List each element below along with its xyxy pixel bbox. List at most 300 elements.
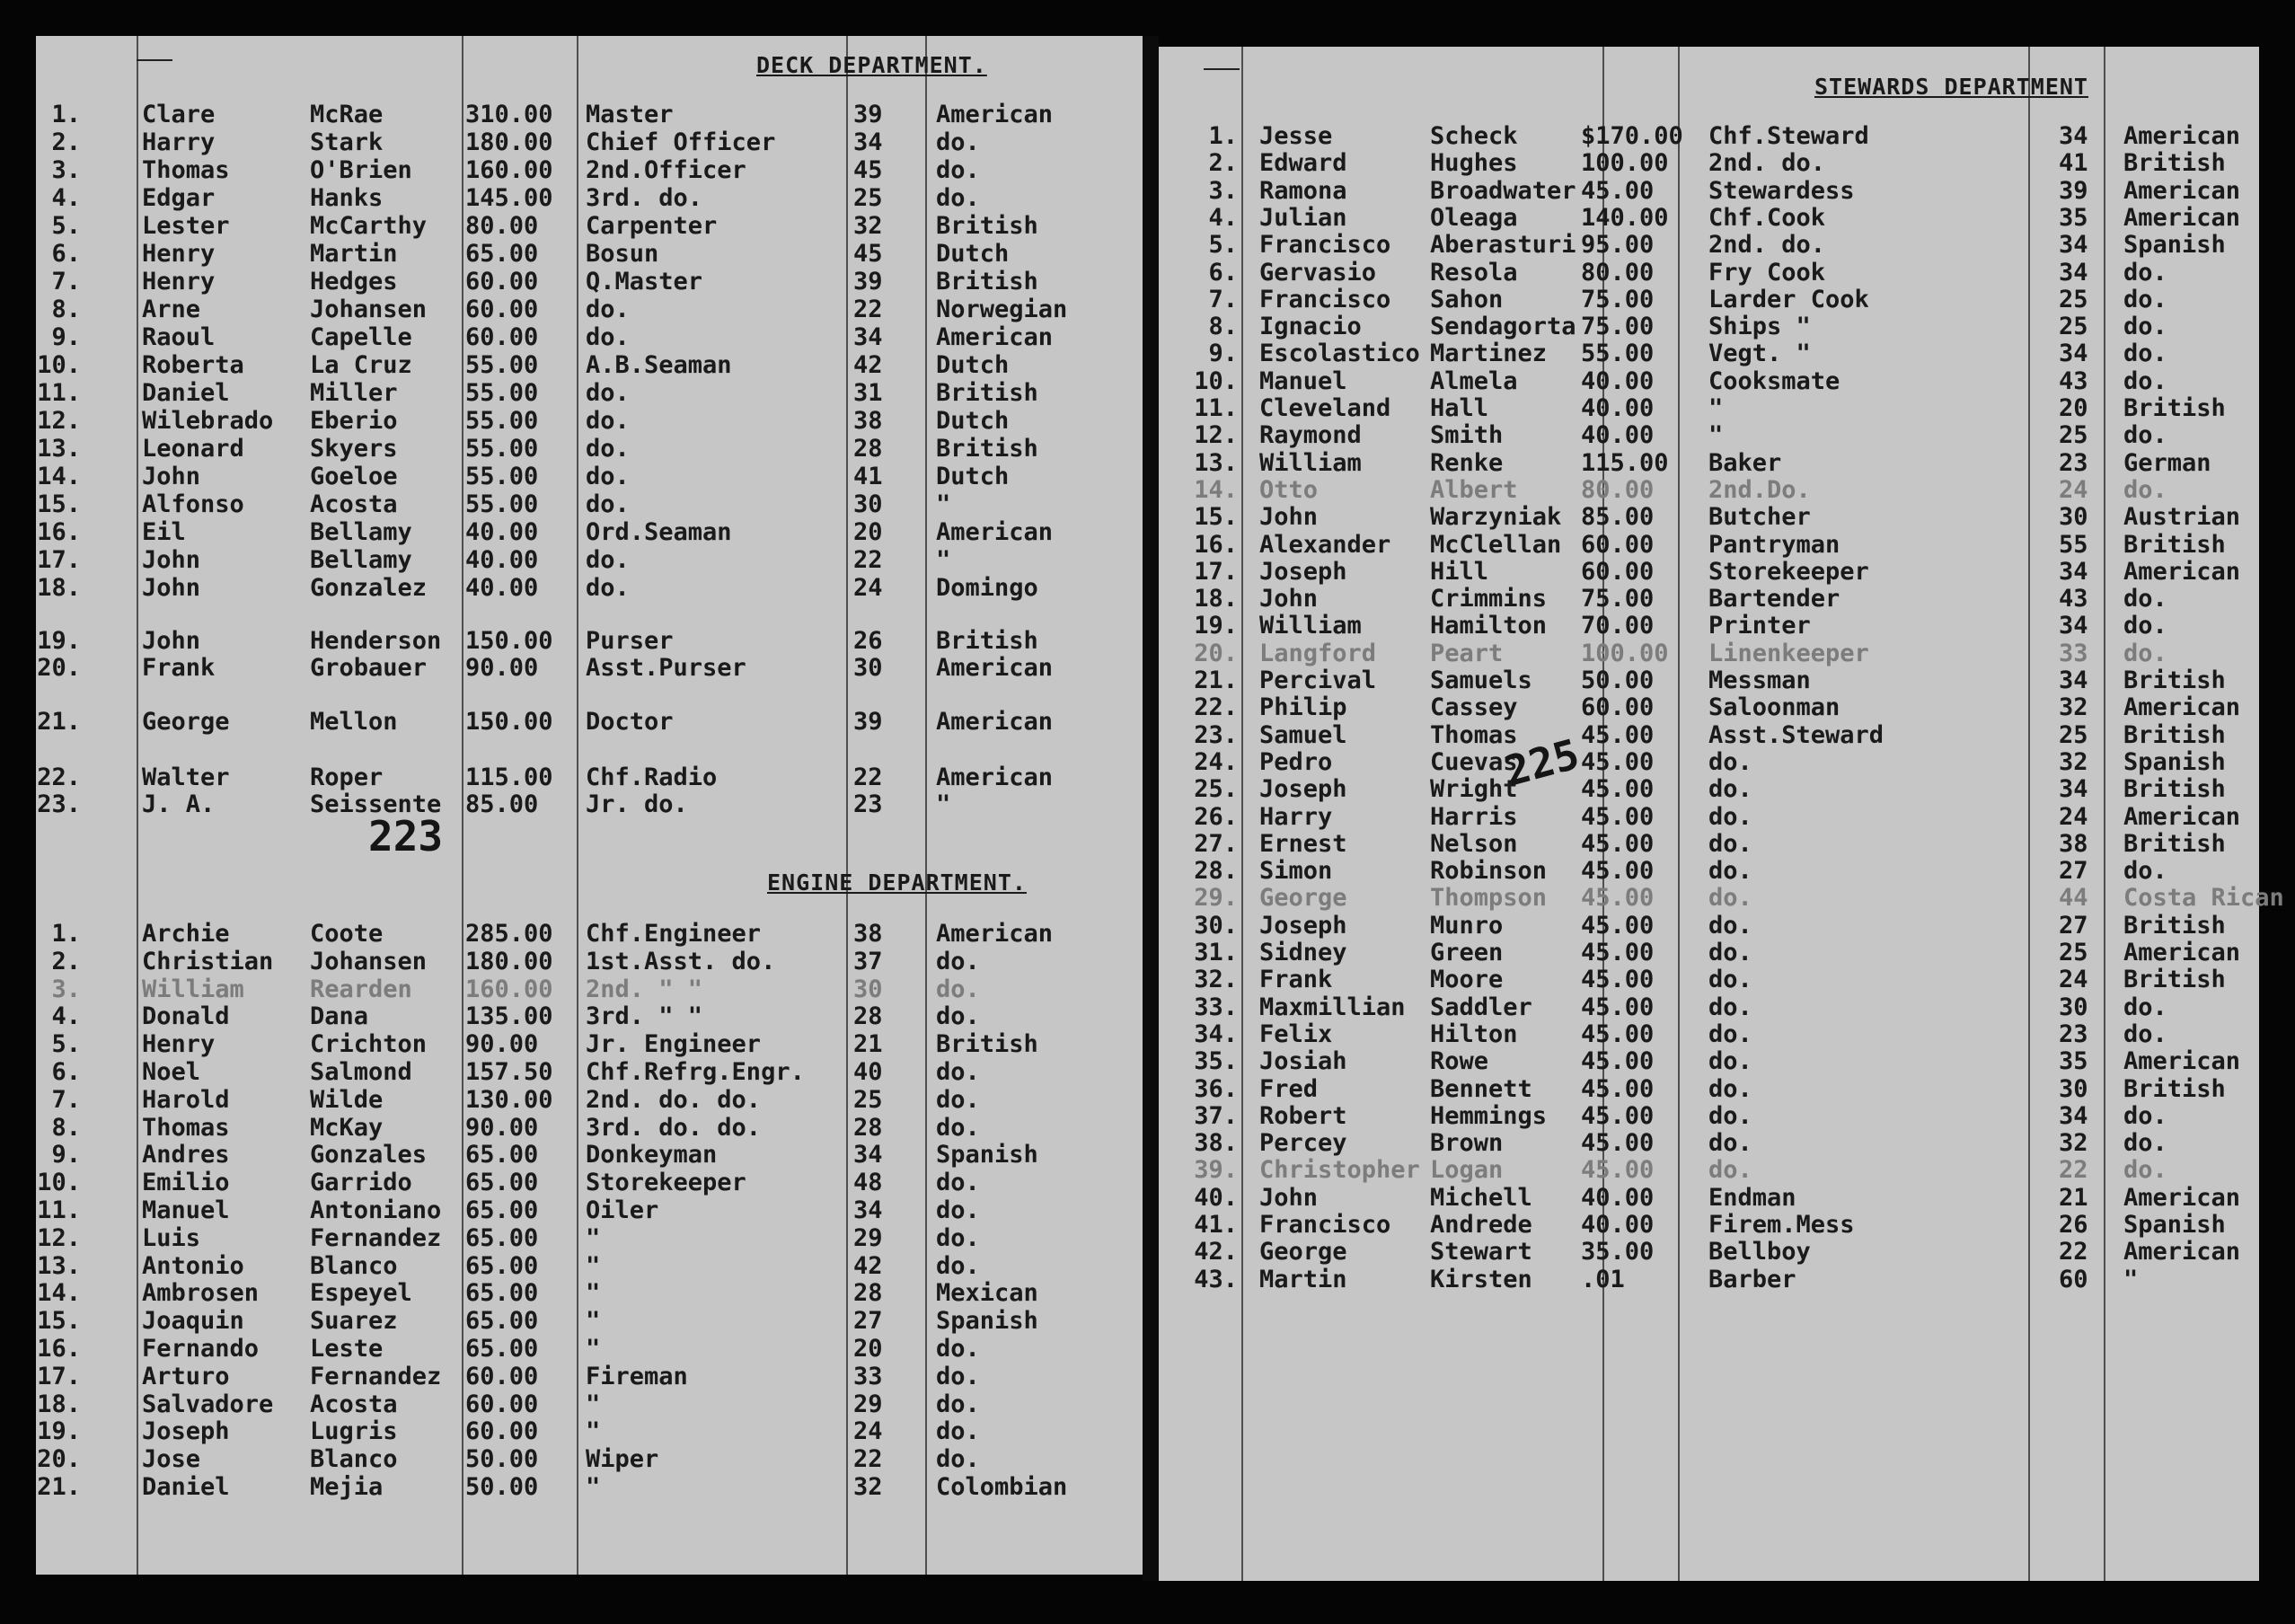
table-row xyxy=(36,101,1143,128)
table-row xyxy=(36,763,1143,790)
cell-rating: Carpenter xyxy=(586,212,718,240)
cell-nat: do. xyxy=(936,184,980,212)
cell-nat: American xyxy=(936,101,1054,128)
cell-last: Munro xyxy=(1430,911,1504,940)
table-row xyxy=(36,463,1143,490)
cell-no: 9. xyxy=(51,323,81,351)
table-row xyxy=(1159,1211,2259,1238)
cell-rating: do. xyxy=(1708,1074,1752,1103)
cell-wage: 55.00 xyxy=(465,407,539,435)
table-row xyxy=(36,1252,1143,1279)
cell-first: Sidney xyxy=(1259,939,1347,966)
cell-first: Emilio xyxy=(142,1169,230,1197)
cell-rating: 2nd. " " xyxy=(586,975,703,1003)
table-row xyxy=(36,240,1143,267)
cell-rating: 2nd.Officer xyxy=(586,156,746,184)
cell-nat: German xyxy=(2123,448,2211,477)
cell-nat: do. xyxy=(2123,366,2167,395)
cell-age: 34 xyxy=(853,128,883,156)
table-row xyxy=(36,1030,1143,1057)
cell-last: Thomas xyxy=(1430,720,1518,749)
cell-first: Harry xyxy=(142,128,216,156)
cell-wage: 130.00 xyxy=(465,1085,553,1114)
cell-first: John xyxy=(1259,585,1319,613)
cell-wage: 180.00 xyxy=(465,947,553,975)
cell-first: Roberta xyxy=(142,351,244,379)
cell-wage: 75.00 xyxy=(1581,585,1655,613)
cell-nat: do. xyxy=(936,1417,980,1446)
cell-no: 4. xyxy=(51,1002,81,1031)
table-row xyxy=(1159,803,2259,830)
cell-nat: British xyxy=(2123,1074,2226,1103)
cell-no: 7. xyxy=(1208,285,1238,313)
cell-last: Wilde xyxy=(310,1085,384,1114)
cell-nat: Spanish xyxy=(936,1307,1038,1336)
cell-first: Daniel xyxy=(142,379,230,407)
deck-subtotal: 223 xyxy=(368,812,444,861)
cell-first: Jesse xyxy=(1259,122,1333,150)
cell-age: 40 xyxy=(853,1058,883,1086)
cell-rating: do. xyxy=(1708,1156,1752,1185)
cell-age: 28 xyxy=(853,435,883,463)
cell-no: 2. xyxy=(1208,149,1238,178)
cell-no: 22. xyxy=(1194,693,1238,722)
cell-nat: do. xyxy=(2123,313,2167,341)
table-row xyxy=(36,435,1143,462)
cell-last: Leste xyxy=(310,1335,384,1363)
cell-age: 60 xyxy=(2059,1265,2088,1293)
cell-nat: do. xyxy=(936,1445,980,1474)
cell-wage: 75.00 xyxy=(1581,285,1655,313)
cell-no: 13. xyxy=(1194,448,1238,477)
cell-rating: 2nd. do. xyxy=(1708,231,1826,260)
cell-last: Seissente xyxy=(310,790,442,818)
cell-wage: 60.00 xyxy=(465,1390,539,1418)
cell-no: 19. xyxy=(37,627,81,655)
cell-age: 23 xyxy=(2059,1019,2088,1048)
cell-wage: 80.00 xyxy=(1581,258,1655,287)
cell-nat: do. xyxy=(936,128,980,156)
cell-rating: Larder Cook xyxy=(1708,285,1869,313)
cell-nat: American xyxy=(2123,176,2241,205)
cell-last: Hedges xyxy=(310,268,398,296)
cell-rating: Stewardess xyxy=(1708,176,1855,205)
table-row xyxy=(1159,748,2259,775)
cell-nat: do. xyxy=(936,1362,980,1390)
cell-rating: A.B.Seaman xyxy=(586,351,732,379)
table-row xyxy=(1159,177,2259,204)
cell-age: 26 xyxy=(2059,1211,2088,1239)
cell-first: Joseph xyxy=(1259,557,1347,586)
cell-first: Percival xyxy=(1259,666,1377,694)
cell-wage: 55.00 xyxy=(465,379,539,407)
table-row xyxy=(36,948,1143,975)
cell-no: 1. xyxy=(51,101,81,128)
cell-rating: " xyxy=(586,1251,601,1280)
cell-age: 30 xyxy=(853,654,883,682)
cell-no: 3. xyxy=(1208,176,1238,205)
cell-no: 7. xyxy=(51,268,81,296)
cell-no: 16. xyxy=(1194,530,1238,559)
cell-first: Robert xyxy=(1259,1101,1347,1130)
cell-age: 33 xyxy=(2059,639,2088,667)
cell-age: 34 xyxy=(2059,258,2088,287)
cell-rating: " xyxy=(1708,394,1724,422)
cell-wage: 45.00 xyxy=(1581,1047,1655,1076)
cell-no: 21. xyxy=(1194,666,1238,694)
cell-first: Fernando xyxy=(142,1335,260,1363)
cell-last: Hall xyxy=(1430,394,1489,422)
cell-no: 8. xyxy=(51,296,81,323)
cell-first: John xyxy=(142,574,201,602)
cell-no: 14. xyxy=(37,1279,81,1308)
cell-no: 28. xyxy=(1194,857,1238,886)
cell-nat: Colombian xyxy=(936,1473,1068,1501)
cell-no: 11. xyxy=(37,379,81,407)
cell-rating: Jr. Engineer xyxy=(586,1030,762,1059)
cell-nat: Dutch xyxy=(936,240,1010,268)
cell-first: Thomas xyxy=(142,1113,230,1142)
cell-last: La Cruz xyxy=(310,351,412,379)
table-row xyxy=(1159,1238,2259,1265)
cell-nat: do. xyxy=(2123,285,2167,313)
cell-first: Edward xyxy=(1259,149,1347,178)
cell-first: Francisco xyxy=(1259,285,1391,313)
cell-no: 35. xyxy=(1194,1047,1238,1076)
cell-nat: British xyxy=(2123,720,2226,749)
cell-last: Eberio xyxy=(310,407,398,435)
cell-nat: British xyxy=(936,212,1038,240)
cell-rating: Cooksmate xyxy=(1708,366,1840,395)
cell-last: Fernandez xyxy=(310,1223,442,1252)
cell-nat: British xyxy=(2123,666,2226,694)
cell-rating: do. xyxy=(1708,747,1752,776)
cell-wage: 310.00 xyxy=(465,101,553,128)
cell-first: Otto xyxy=(1259,475,1319,504)
cell-wage: 35.00 xyxy=(1581,1238,1655,1267)
cell-nat: American xyxy=(2123,1047,2241,1076)
cell-no: 33. xyxy=(1194,993,1238,1021)
cell-rating: do. xyxy=(586,574,630,602)
cell-first: Salvadore xyxy=(142,1390,274,1418)
cell-rating: do. xyxy=(586,323,630,351)
cell-last: Kirsten xyxy=(1430,1265,1532,1293)
cell-rating: Saloonman xyxy=(1708,693,1840,722)
cell-wage: 55.00 xyxy=(1581,340,1655,368)
cell-wage: 180.00 xyxy=(465,128,553,156)
cell-no: 9. xyxy=(51,1141,81,1169)
cell-age: 32 xyxy=(853,1473,883,1501)
cell-no: 14. xyxy=(1194,475,1238,504)
cell-wage: 45.00 xyxy=(1581,911,1655,940)
cell-last: Albert xyxy=(1430,475,1518,504)
cell-last: McClellan xyxy=(1430,530,1562,559)
cell-wage: 115.00 xyxy=(465,763,553,791)
cell-no: 37. xyxy=(1194,1101,1238,1130)
cell-no: 5. xyxy=(1208,231,1238,260)
cell-age: 28 xyxy=(853,1113,883,1142)
cell-rating: do. xyxy=(586,435,630,463)
table-row xyxy=(36,268,1143,295)
cell-nat: American xyxy=(936,763,1054,791)
cell-nat: do. xyxy=(2123,857,2167,886)
cell-age: 20 xyxy=(853,1335,883,1363)
cell-wage: 285.00 xyxy=(465,920,553,948)
cell-first: Ambrosen xyxy=(142,1279,260,1308)
cell-age: 33 xyxy=(853,1362,883,1390)
cell-no: 34. xyxy=(1194,1019,1238,1048)
cell-first: George xyxy=(142,708,230,736)
cell-age: 43 xyxy=(2059,585,2088,613)
cell-wage: 40.00 xyxy=(1581,394,1655,422)
cell-rating: Bartender xyxy=(1708,585,1840,613)
cell-rating: Ships " xyxy=(1708,313,1811,341)
cell-first: Lester xyxy=(142,212,230,240)
cell-age: 41 xyxy=(853,463,883,490)
cell-nat: do. xyxy=(936,1002,980,1031)
cell-rating: 3rd. " " xyxy=(586,1002,703,1031)
cell-first: Henry xyxy=(142,240,216,268)
cell-age: 34 xyxy=(853,1141,883,1169)
cell-first: Alfonso xyxy=(142,490,244,518)
table-row xyxy=(1159,693,2259,720)
table-row xyxy=(36,1417,1143,1444)
cell-no: 40. xyxy=(1194,1183,1238,1212)
cell-nat: Domingo xyxy=(936,574,1038,602)
tick-mark xyxy=(1204,68,1240,70)
cell-no: 16. xyxy=(37,518,81,546)
cell-rating: Oiler xyxy=(586,1196,659,1224)
cell-last: Thompson xyxy=(1430,884,1548,913)
cell-rating: do. xyxy=(1708,802,1752,831)
cell-rating: Baker xyxy=(1708,448,1782,477)
cell-first: Manuel xyxy=(1259,366,1347,395)
cell-age: 22 xyxy=(2059,1156,2088,1185)
cell-age: 38 xyxy=(853,407,883,435)
cell-last: McRae xyxy=(310,101,384,128)
cell-first: Philip xyxy=(1259,693,1347,722)
cell-age: 42 xyxy=(853,351,883,379)
cell-wage: 45.00 xyxy=(1581,884,1655,913)
cell-last: Stewart xyxy=(1430,1238,1532,1267)
cell-first: Fred xyxy=(1259,1074,1319,1103)
cell-last: Green xyxy=(1430,939,1504,966)
cell-wage: 65.00 xyxy=(465,1307,539,1336)
cell-last: Brown xyxy=(1430,1129,1504,1158)
cell-wage: 80.00 xyxy=(465,212,539,240)
cell-first: John xyxy=(142,463,201,490)
cell-nat: do. xyxy=(936,1196,980,1224)
cell-first: Luis xyxy=(142,1223,201,1252)
cell-age: 42 xyxy=(853,1251,883,1280)
cell-nat: do. xyxy=(936,1335,980,1363)
cell-rating: do. xyxy=(1708,966,1752,994)
cell-age: 24 xyxy=(853,574,883,602)
engine-department-heading: ENGINE DEPARTMENT. xyxy=(767,869,1027,896)
cell-age: 25 xyxy=(2059,285,2088,313)
cell-no: 10. xyxy=(37,351,81,379)
cell-first: William xyxy=(142,975,244,1003)
table-row xyxy=(1159,421,2259,448)
cell-first: Antonio xyxy=(142,1251,244,1280)
right-page xyxy=(1159,47,2284,1581)
cell-rating: do. xyxy=(1708,775,1752,804)
cell-no: 18. xyxy=(37,574,81,602)
cell-age: 34 xyxy=(853,1196,883,1224)
table-row xyxy=(1159,666,2259,693)
cell-wage: 45.00 xyxy=(1581,747,1655,776)
cell-wage: 60.00 xyxy=(465,1362,539,1390)
cell-last: Sendagorta xyxy=(1430,313,1576,341)
cell-last: Mellon xyxy=(310,708,398,736)
cell-wage: 55.00 xyxy=(465,351,539,379)
cell-last: Capelle xyxy=(310,323,412,351)
table-row xyxy=(36,1390,1143,1417)
cell-age: 55 xyxy=(2059,530,2088,559)
cell-age: 45 xyxy=(853,156,883,184)
cell-no: 41. xyxy=(1194,1211,1238,1239)
cell-nat: " xyxy=(2123,1265,2139,1293)
cell-last: Hamilton xyxy=(1430,612,1548,640)
cell-rating: " xyxy=(586,1279,601,1308)
cell-no: 19. xyxy=(1194,612,1238,640)
cell-rating: Chf.Radio xyxy=(586,763,718,791)
cell-first: Eil xyxy=(142,518,186,546)
cell-wage: 140.00 xyxy=(1581,203,1669,232)
cell-wage: 157.50 xyxy=(465,1058,553,1086)
cell-last: Blanco xyxy=(310,1445,398,1474)
cell-last: Michell xyxy=(1430,1183,1532,1212)
table-row xyxy=(36,1307,1143,1334)
cell-last: Cassey xyxy=(1430,693,1518,722)
cell-no: 8. xyxy=(1208,313,1238,341)
cell-no: 15. xyxy=(37,490,81,518)
cell-last: Mejia xyxy=(310,1473,384,1501)
cell-wage: 60.00 xyxy=(465,1417,539,1446)
cell-age: 24 xyxy=(2059,475,2088,504)
cell-nat: do. xyxy=(936,1223,980,1252)
cell-rating: do. xyxy=(1708,1129,1752,1158)
cell-age: 22 xyxy=(853,546,883,574)
cell-no: 16. xyxy=(37,1335,81,1363)
cell-rating: do. xyxy=(1708,1047,1752,1076)
cell-rating: 1st.Asst. do. xyxy=(586,947,776,975)
table-row xyxy=(1159,775,2259,802)
cell-no: 32. xyxy=(1194,966,1238,994)
cell-wage: 55.00 xyxy=(465,463,539,490)
cell-wage: 80.00 xyxy=(1581,475,1655,504)
cell-wage: 45.00 xyxy=(1581,1129,1655,1158)
cell-age: 30 xyxy=(2059,1074,2088,1103)
cell-last: Miller xyxy=(310,379,398,407)
cell-last: Roper xyxy=(310,763,384,791)
table-row xyxy=(36,708,1143,735)
table-row xyxy=(36,546,1143,573)
cell-rating: Firem.Mess xyxy=(1708,1211,1855,1239)
cell-nat: American xyxy=(936,708,1054,736)
table-row xyxy=(36,156,1143,183)
cell-age: 37 xyxy=(853,947,883,975)
cell-nat: British xyxy=(936,435,1038,463)
cell-nat: do. xyxy=(2123,475,2167,504)
cell-last: Hanks xyxy=(310,184,384,212)
cell-nat: Mexican xyxy=(936,1279,1038,1308)
cell-first: Christian xyxy=(142,947,274,975)
table-row xyxy=(1159,1266,2259,1293)
table-row xyxy=(36,518,1143,545)
cell-first: Ignacio xyxy=(1259,313,1362,341)
cell-rating: Bosun xyxy=(586,240,659,268)
cell-rating: do. xyxy=(586,407,630,435)
cell-rating: Pantryman xyxy=(1708,530,1840,559)
cell-first: Joaquin xyxy=(142,1307,244,1336)
cell-rating: " xyxy=(586,1335,601,1363)
cell-age: 27 xyxy=(853,1307,883,1336)
cell-nat: do. xyxy=(936,1251,980,1280)
cell-age: 39 xyxy=(853,268,883,296)
cell-no: 10. xyxy=(1194,366,1238,395)
cell-no: 2. xyxy=(51,128,81,156)
cell-no: 10. xyxy=(37,1169,81,1197)
cell-nat: do. xyxy=(936,156,980,184)
cell-first: Felix xyxy=(1259,1019,1333,1048)
cell-rating: Messman xyxy=(1708,666,1811,694)
table-row xyxy=(1159,286,2259,313)
cell-no: 20. xyxy=(1194,639,1238,667)
cell-first: William xyxy=(1259,448,1362,477)
table-row xyxy=(1159,503,2259,530)
cell-nat: American xyxy=(936,323,1054,351)
cell-rating: Printer xyxy=(1708,612,1811,640)
cell-no: 6. xyxy=(1208,258,1238,287)
cell-wage: 145.00 xyxy=(465,184,553,212)
cell-no: 4. xyxy=(51,184,81,212)
cell-no: 24. xyxy=(1194,747,1238,776)
cell-wage: 40.00 xyxy=(465,518,539,546)
cell-rating: Ord.Seaman xyxy=(586,518,732,546)
cell-nat: British xyxy=(2123,149,2226,178)
cell-wage: 65.00 xyxy=(465,1141,539,1169)
cell-rating: Fireman xyxy=(586,1362,688,1390)
cell-last: Acosta xyxy=(310,490,398,518)
cell-wage: .01 xyxy=(1581,1265,1625,1293)
cell-age: 34 xyxy=(2059,775,2088,804)
cell-no: 31. xyxy=(1194,939,1238,966)
cell-age: 34 xyxy=(853,323,883,351)
cell-wage: 50.00 xyxy=(465,1473,539,1501)
cell-nat: Austrian xyxy=(2123,503,2241,532)
cell-rating: Asst.Steward xyxy=(1708,720,1885,749)
cell-first: Archie xyxy=(142,920,230,948)
cell-first: Cleveland xyxy=(1259,394,1391,422)
cell-rating: 2nd.Do. xyxy=(1708,475,1811,504)
cell-age: 24 xyxy=(2059,966,2088,994)
cell-age: 25 xyxy=(853,184,883,212)
cell-nat: do. xyxy=(2123,258,2167,287)
table-row xyxy=(36,1002,1143,1029)
cell-last: Almela xyxy=(1430,366,1518,395)
cell-wage: 45.00 xyxy=(1581,857,1655,886)
table-row xyxy=(1159,966,2259,993)
table-row xyxy=(36,1141,1143,1168)
cell-first: Julian xyxy=(1259,203,1347,232)
cell-nat: " xyxy=(936,790,951,818)
cell-last: Garrido xyxy=(310,1169,412,1197)
cell-nat: American xyxy=(2123,1183,2241,1212)
cell-nat: do. xyxy=(2123,421,2167,450)
cell-age: 30 xyxy=(853,490,883,518)
cell-age: 20 xyxy=(2059,394,2088,422)
